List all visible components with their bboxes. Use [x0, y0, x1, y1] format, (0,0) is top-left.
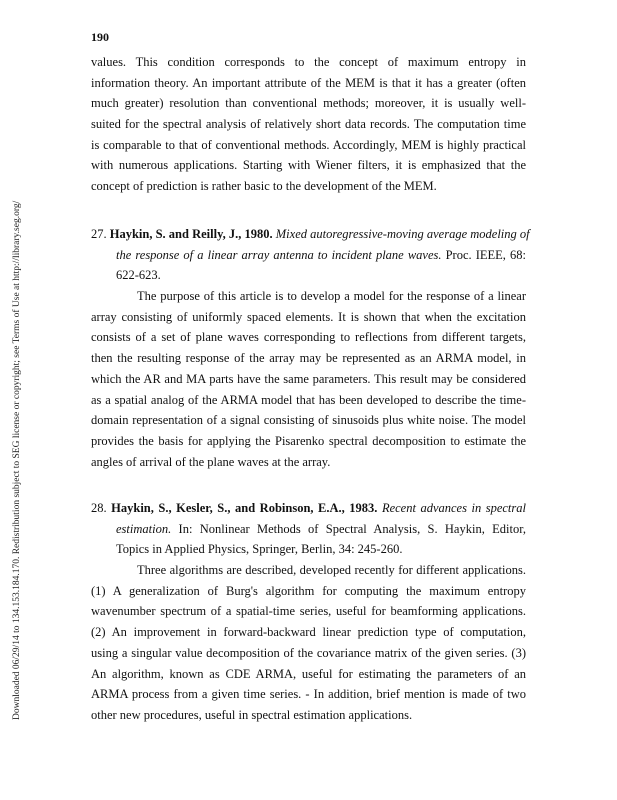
entry-title-continued: [91, 519, 526, 540]
abstract-line: then the resulting response of the array may be represented as an ARMA model, in: [91, 351, 526, 366]
abstract-line: angles of arrival of the plane waves at the array.: [91, 454, 331, 469]
abstract-line: other new procedures, useful in spectral estimation applications.: [91, 707, 413, 722]
abstract-line: using a singular value decomposition of the covariance matrix of the given series. (3): [91, 645, 526, 660]
entry-title: the response of a linear array antenna to incident plane waves.: [116, 247, 442, 262]
abstract-line: domain representation of a signal consisting of sinusoids plus white noise. The model: [91, 413, 526, 428]
entry-authors: Haykin, S., Kesler, S., and Robinson, E.A., 1983.: [111, 501, 378, 515]
entry-number: 28.: [91, 501, 107, 515]
abstract-line: ARMA process from a given time series. - In addition, brief mention is made of two: [91, 687, 526, 702]
abstract-line: (1) A generalization of Burg's algorithm for computing the maximum entropy: [91, 583, 526, 598]
text-line: values. This condition corresponds to the concept of maximum entropy in: [91, 55, 526, 69]
abstract-line: An algorithm, known as CDE ARMA, useful for estimating the parameters of an: [91, 666, 526, 681]
page-number: 190: [91, 30, 109, 44]
entry-number: 27.: [91, 227, 107, 241]
abstract-line: (2) An improvement in forward-backward linear prediction type of computation,: [91, 625, 526, 640]
abstract-line: provides the basis for applying the Pisarenko spectral decomposition to estimate the: [91, 433, 526, 448]
entry-authors: Haykin, S. and Reilly, J., 1980.: [109, 227, 273, 241]
intro-paragraph: [91, 52, 526, 197]
text-line: information theory. An important attribute of the MEM is that it has a greater (often: [91, 75, 526, 90]
entry-source: Proc. IEEE, 68:: [445, 247, 526, 262]
entry-source: In: Nonlinear Methods of Spectral Analysis, S. Haykin, Editor,: [178, 521, 526, 536]
abstract-line: Three algorithms are described, developed recently for different applications.: [137, 563, 526, 578]
reference-entry-28: [91, 498, 526, 726]
reference-entry-27: [91, 224, 530, 472]
entry-title: Recent advances in spectral: [381, 501, 526, 515]
entry-heading: [91, 498, 526, 519]
abstract-line: as a spatial analog of the ARMA model that has been developed to describe the time-: [91, 392, 526, 407]
entry-title: estimation.: [116, 521, 172, 536]
text-line: is comparable to that of conventional methods. Accordingly, MEM is highly practical: [91, 137, 526, 152]
text-line: with numerous applications. Starting with Wiener filters, it is emphasized that the: [91, 158, 526, 173]
text-line: much greater) resolution than conventional methods; moreover, it is usually well-: [91, 96, 526, 111]
download-notice: [0, 0, 24, 800]
entry-source: Topics in Applied Physics, Springer, Berlin, 34: 245-260.: [116, 542, 403, 557]
entry-heading: [91, 224, 530, 245]
entry-title-continued: [91, 245, 526, 266]
abstract-line: consists of a set of plane waves corresponding to reflections from different targets,: [91, 330, 526, 345]
text-line: suited for the spectral analysis of relatively short data records. The computation time: [91, 117, 526, 132]
abstract-line: wavenumber spectrum of a spatial-time series, useful for beamforming applications.: [91, 604, 526, 619]
abstract-line: which the AR and MA parts have the same parameters. This result may be considered: [91, 371, 526, 386]
abstract-line: The purpose of this article is to develop a model for the response of a linear: [137, 289, 526, 304]
entry-source: 622-623.: [116, 268, 161, 283]
download-notice-text: Downloaded 06/29/14 to 134.153.184.170. Redistribution subject to SEG license or copyright; see Terms of Use at http://library.seg.org/: [12, 200, 22, 720]
text-line: concept of prediction is rather basic to the development of the MEM.: [91, 179, 437, 194]
abstract-line: array consisting of uniformly spaced elements. It is shown that when the excitation: [91, 309, 526, 324]
entry-title: Mixed autoregressive-moving average modeling of: [275, 227, 530, 241]
